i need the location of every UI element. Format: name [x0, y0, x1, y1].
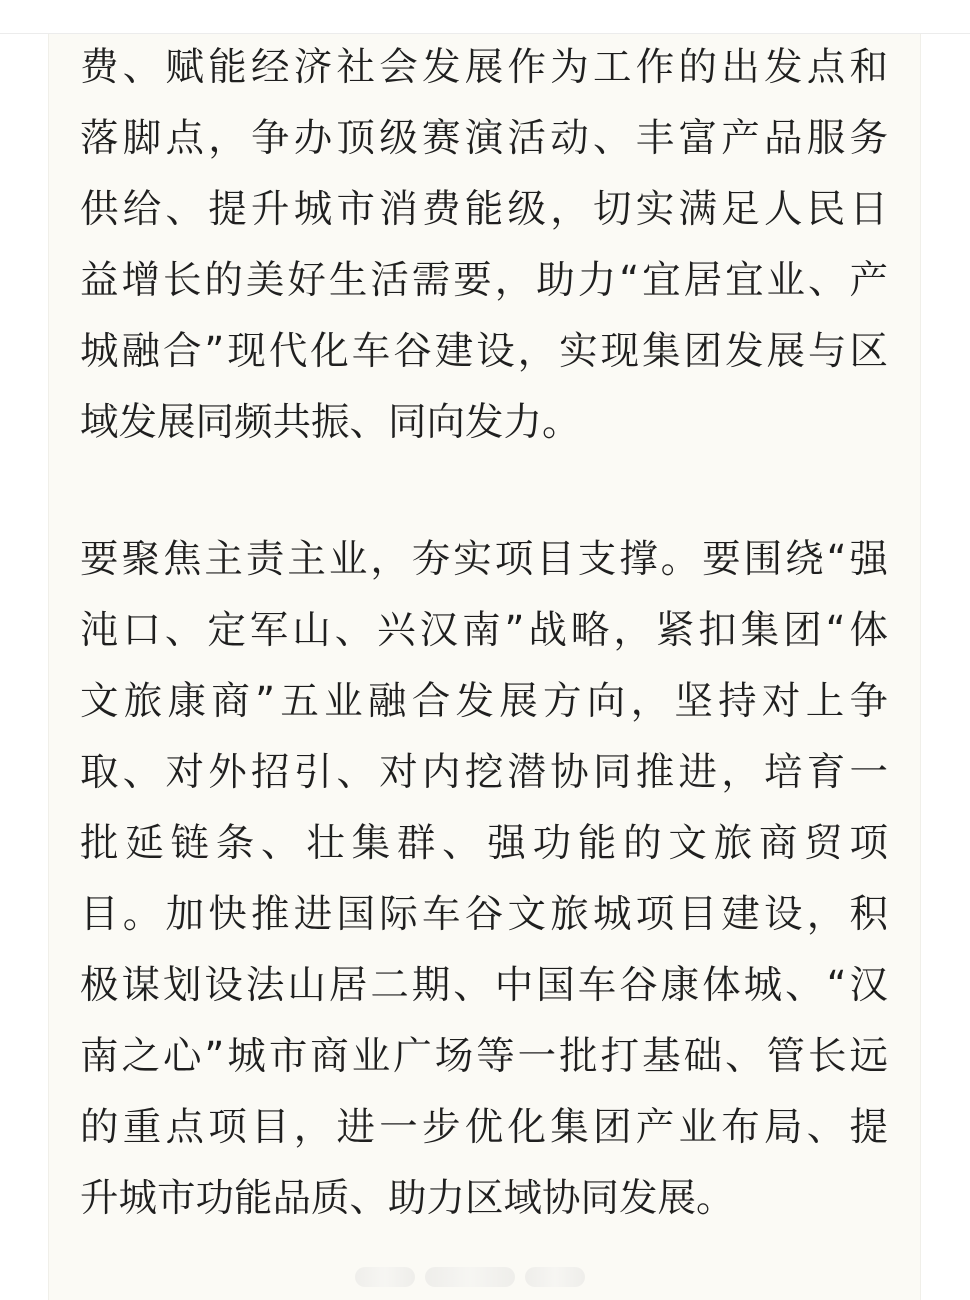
watermark-mark [525, 1267, 585, 1287]
paragraph-line: 域发展同频共振、同向发力。 [80, 400, 581, 445]
paragraph-line: 益增长的美好生活需要，助力“宜居宜业、产 [80, 258, 888, 303]
watermark [355, 1264, 595, 1290]
paragraph-2 [80, 524, 888, 1234]
paragraph-line: 批延链条、壮集群、强功能的文旅商贸项 [80, 821, 888, 866]
paragraph-line: 升城市功能品质、助力区域协同发展。 [80, 1176, 735, 1221]
paragraph-line: 南之心”城市商业广场等一批打基础、管长远 [80, 1034, 888, 1079]
paragraph-line: 文旅康商”五业融合发展方向，坚持对上争 [80, 679, 888, 724]
paragraph-line: 要聚焦主责主业，夯实项目支撑。要围绕“强 [80, 537, 888, 582]
paragraph-line: 费、赋能经济社会发展作为工作的出发点和 [80, 45, 888, 90]
paragraph-line: 落脚点，争办顶级赛演活动、丰富产品服务 [80, 116, 888, 161]
paragraph-line: 的重点项目，进一步优化集团产业布局、提 [80, 1105, 888, 1150]
paragraph-line: 取、对外招引、对内挖潜协同推进，培育一 [80, 750, 888, 795]
paragraph-line: 目。加快推进国际车谷文旅城项目建设，积 [80, 892, 888, 937]
watermark-mark [355, 1267, 415, 1287]
paragraph-line: 极谋划设法山居二期、中国车谷康体城、“汉 [80, 963, 888, 1008]
paragraph-line: 供给、提升城市消费能级，切实满足人民日 [80, 187, 888, 232]
watermark-mark [425, 1267, 515, 1287]
paragraph-line: 沌口、定军山、兴汉南”战略，紧扣集团“体 [80, 608, 888, 653]
paragraph-line: 城融合”现代化车谷建设，实现集团发展与区 [80, 329, 888, 374]
paragraph-1 [80, 32, 888, 458]
